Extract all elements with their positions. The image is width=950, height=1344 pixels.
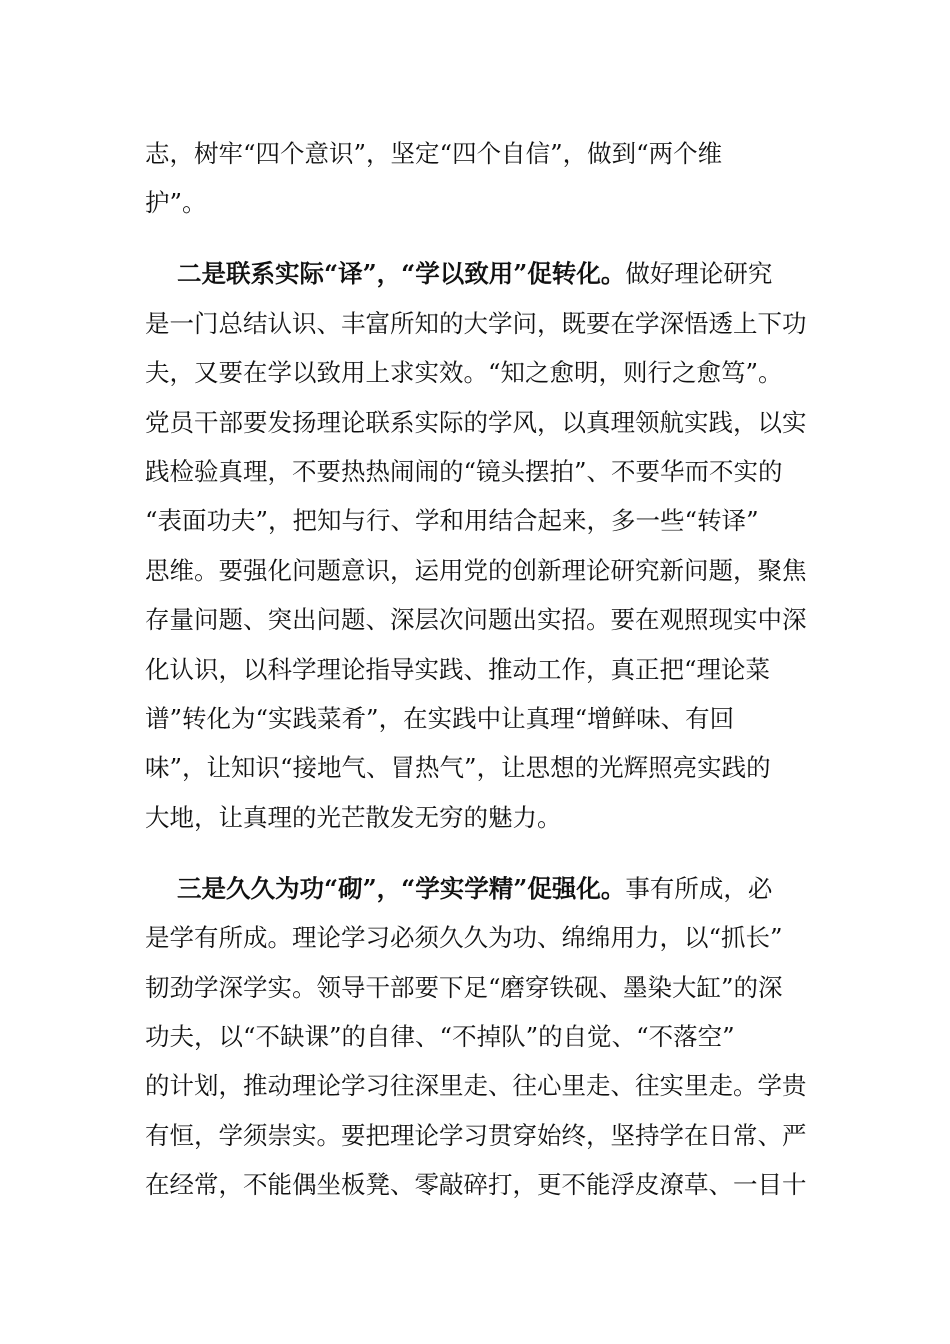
paragraph-line: 的计划，推动理论学习往深里走、往心里走、往实里走。学贵 — [145, 1071, 807, 1100]
paragraph-line: 大地，让真理的光芒散发无穷的魅力。 — [145, 803, 562, 832]
paragraph-line: 功夫，以“不缺课”的自律、“不掉队”的自觉、“不落空” — [145, 1022, 735, 1051]
paragraph-line: 思维。要强化问题意识，运用党的创新理论研究新问题，聚焦 — [145, 556, 807, 585]
section-heading: 三是久久为功“砌”，“学实学精”促强化。 — [177, 874, 626, 903]
paragraph-line: “表面功夫”，把知与行、学和用结合起来，多一些“转译” — [145, 506, 759, 535]
paragraph-line: 存量问题、突出问题、深层次问题出实招。要在观照现实中深 — [145, 605, 807, 634]
paragraph-line: 践检验真理，不要热热闹闹的“镜头摆拍”、不要华而不实的 — [145, 457, 783, 486]
paragraph-line: 味”，让知识“接地气、冒热气”，让思想的光辉照亮实践的 — [145, 753, 771, 782]
paragraph-line — [177, 874, 772, 904]
section-heading: 二是联系实际“译”，“学以致用”促转化。 — [177, 259, 626, 288]
paragraph-text: 做好理论研究 — [625, 259, 773, 288]
paragraph-line: 有恒，学须崇实。要把理论学习贯穿始终，坚持学在日常、严 — [145, 1121, 807, 1150]
paragraph-line: 是学有所成。理论学习必须久久为功、绵绵用力，以“抓长” — [145, 923, 783, 952]
paragraph-line: 护”。 — [145, 188, 207, 217]
paragraph-text: 事有所成，必 — [625, 874, 773, 903]
paragraph-line: 夫，又要在学以致用上求实效。“知之愈明，则行之愈笃”。 — [145, 358, 783, 387]
paragraph-line: 韧劲学深学实。领导干部要下足“磨穿铁砚、墨染大缸”的深 — [145, 973, 783, 1002]
paragraph-line: 谱”转化为“实践菜肴”，在实践中让真理“增鲜味、有回 — [145, 704, 735, 733]
paragraph-line: 在经常，不能偶坐板凳、零敲碎打，更不能浮皮潦草、一目十 — [145, 1170, 807, 1199]
paragraph-line: 是一门总结认识、丰富所知的大学问，既要在学深悟透上下功 — [145, 309, 807, 338]
paragraph-line: 化认识，以科学理论指导实践、推动工作，真正把“理论菜 — [145, 655, 771, 684]
paragraph-line: 志，树牢“四个意识”，坚定“四个自信”，做到“两个维 — [145, 139, 723, 168]
paragraph-line — [177, 259, 772, 289]
paragraph-line: 党员干部要发扬理论联系实际的学风，以真理领航实践，以实 — [145, 408, 807, 437]
